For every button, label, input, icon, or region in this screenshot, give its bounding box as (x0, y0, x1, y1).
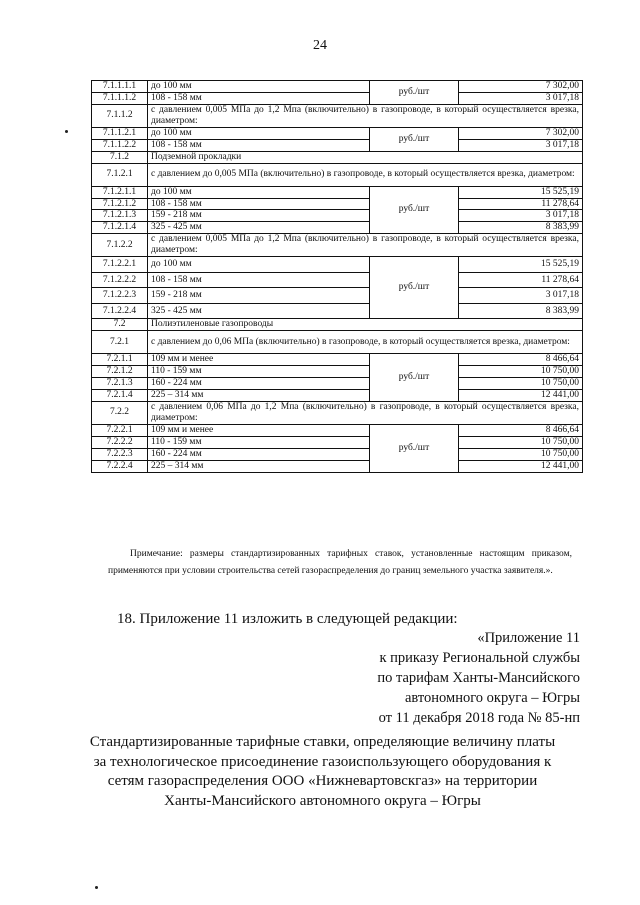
table-row (92, 303, 583, 319)
row-code: 7.2.1.2 (92, 366, 148, 378)
table-row (92, 234, 583, 257)
title-line: Стандартизированные тарифные ставки, определяющие величину платы (89, 734, 556, 750)
row-code: 7.2.1 (92, 331, 148, 354)
table-row (92, 319, 583, 331)
row-description: до 100 мм (148, 257, 370, 273)
document-title (70, 733, 575, 811)
row-code: 7.1.2.2.3 (92, 288, 148, 304)
table-row (92, 288, 583, 304)
row-unit: руб./шт (370, 424, 459, 472)
row-description: 108 - 158 мм (148, 139, 370, 151)
row-code: 7.1.2.1 (92, 163, 148, 186)
row-code: 7.2.2.2 (92, 436, 148, 448)
row-description: 110 - 159 мм (148, 366, 370, 378)
row-description: 160 - 224 мм (148, 448, 370, 460)
row-price: 10 750,00 (459, 436, 583, 448)
row-price: 10 750,00 (459, 378, 583, 390)
page-number: 24 (313, 38, 327, 53)
row-code: 7.1.1.1.2 (92, 92, 148, 104)
row-price: 12 441,00 (459, 460, 583, 472)
row-description: 108 - 158 мм (148, 272, 370, 288)
appendix-line: «Приложение 11 (477, 630, 580, 646)
row-description: Полиэтиленовые газопроводы (148, 319, 583, 331)
row-code: 7.1.2.1.2 (92, 198, 148, 210)
row-price: 10 750,00 (459, 448, 583, 460)
row-price: 10 750,00 (459, 366, 583, 378)
title-line: Ханты-Мансийского автономного округа – Югры (164, 792, 481, 809)
row-code: 7.2.1.1 (92, 354, 148, 366)
table-row (92, 331, 583, 354)
table-row (92, 139, 583, 151)
row-unit: руб./шт (370, 186, 459, 234)
tariff-table (91, 80, 583, 473)
row-code: 7.1.1.2 (92, 104, 148, 127)
table-row (92, 127, 583, 139)
row-description: 160 - 224 мм (148, 378, 370, 390)
row-description: с давлением 0,005 МПа до 1,2 Мпа (включительно) в газопроводе, в который осуществляется врезка, диаметром: (148, 234, 583, 257)
row-price: 3 017,18 (459, 139, 583, 151)
row-price: 7 302,00 (459, 81, 583, 93)
row-code: 7.2.2 (92, 401, 148, 424)
table-row (92, 222, 583, 234)
scan-speck (65, 130, 68, 133)
table-row (92, 389, 583, 401)
table-row (92, 186, 583, 198)
table-row (92, 448, 583, 460)
row-description: 325 - 425 мм (148, 303, 370, 319)
table-row (92, 460, 583, 472)
row-code: 7.1.2 (92, 151, 148, 163)
row-price: 15 525,19 (459, 186, 583, 198)
row-description: с давлением 0,005 МПа до 1,2 Мпа (включительно) в газопроводе, в который осуществляется врезка, диаметром: (148, 104, 583, 127)
row-price: 8 383,99 (459, 222, 583, 234)
row-description: 109 мм и менее (148, 354, 370, 366)
row-unit: руб./шт (370, 354, 459, 402)
table-note: Примечание: размеры стандартизированных тарифных ставок, установленные настоящим приказом, применяются при условии строительства сетей газораспределения до границ земельного участка заявителя.». (108, 549, 572, 576)
table-row (92, 436, 583, 448)
row-price: 3 017,18 (459, 288, 583, 304)
table-row (92, 354, 583, 366)
row-description: 108 - 158 мм (148, 198, 370, 210)
row-description: 109 мм и менее (148, 424, 370, 436)
appendix-line: по тарифам Ханты-Мансийского (377, 670, 580, 686)
row-code: 7.1.2.2 (92, 234, 148, 257)
row-description: 108 - 158 мм (148, 92, 370, 104)
table-row (92, 424, 583, 436)
table-row (92, 104, 583, 127)
row-code: 7.1.2.2.1 (92, 257, 148, 273)
row-price: 8 466,64 (459, 354, 583, 366)
table-row (92, 401, 583, 424)
amendment-instruction: 18. Приложение 11 изложить в следующей редакции: (117, 611, 458, 627)
row-description: до 100 мм (148, 127, 370, 139)
row-price: 15 525,19 (459, 257, 583, 273)
row-price: 3 017,18 (459, 210, 583, 222)
row-price: 12 441,00 (459, 389, 583, 401)
row-code: 7.2.1.4 (92, 389, 148, 401)
row-unit: руб./шт (370, 257, 459, 319)
row-description: с давлением до 0,005 МПа (включительно) в газопроводе, в который осуществляется врезка, диаметром: (148, 163, 583, 186)
row-code: 7.2.2.4 (92, 460, 148, 472)
row-description: 159 - 218 мм (148, 210, 370, 222)
row-code: 7.2.1.3 (92, 378, 148, 390)
appendix-line: автономного округа – Югры (404, 690, 580, 706)
appendix-line: от 11 декабря 2018 года № 85-нп (378, 710, 580, 726)
table-row (92, 257, 583, 273)
row-description: с давлением до 0,06 МПа (включительно) в газопроводе, в который осуществляется врезка, диаметром: (148, 331, 583, 354)
row-description: 225 – 314 мм (148, 460, 370, 472)
table-row (92, 210, 583, 222)
title-line: за технологическое присоединение газоиспользующего оборудования к (93, 753, 552, 770)
row-code: 7.1.1.1.1 (92, 81, 148, 93)
row-code: 7.1.2.2.4 (92, 303, 148, 319)
row-unit: руб./шт (370, 81, 459, 105)
table-row (92, 92, 583, 104)
row-code: 7.1.2.1.4 (92, 222, 148, 234)
scan-speck (95, 886, 98, 889)
row-description: до 100 мм (148, 81, 370, 93)
table-row (92, 366, 583, 378)
title-line: сетям газораспределения ООО «Нижневартовскгаз» на территории (107, 773, 538, 789)
row-description: до 100 мм (148, 186, 370, 198)
row-price: 3 017,18 (459, 92, 583, 104)
appendix-header (330, 628, 580, 728)
table-row (92, 151, 583, 163)
row-code: 7.1.2.2.2 (92, 272, 148, 288)
table-row (92, 378, 583, 390)
table-row (92, 198, 583, 210)
row-code: 7.1.1.2.2 (92, 139, 148, 151)
row-code: 7.2.2.1 (92, 424, 148, 436)
row-description: 110 - 159 мм (148, 436, 370, 448)
row-code: 7.1.2.1.1 (92, 186, 148, 198)
row-price: 8 383,99 (459, 303, 583, 319)
row-description: 225 – 314 мм (148, 389, 370, 401)
row-unit: руб./шт (370, 127, 459, 151)
row-price: 11 278,64 (459, 272, 583, 288)
row-price: 11 278,64 (459, 198, 583, 210)
row-code: 7.1.1.2.1 (92, 127, 148, 139)
row-price: 7 302,00 (459, 127, 583, 139)
appendix-line: к приказу Региональной службы (379, 650, 580, 666)
row-description: 325 - 425 мм (148, 222, 370, 234)
table-row (92, 163, 583, 186)
table-row (92, 81, 583, 93)
row-code: 7.1.2.1.3 (92, 210, 148, 222)
row-code: 7.2.2.3 (92, 448, 148, 460)
row-price: 8 466,64 (459, 424, 583, 436)
row-description: с давлением 0,06 МПа до 1,2 Мпа (включительно) в газопроводе, в который осуществляется врезка, диаметром: (148, 401, 583, 424)
row-description: Подземной прокладки (148, 151, 583, 163)
row-code: 7.2 (92, 319, 148, 331)
row-description: 159 - 218 мм (148, 288, 370, 304)
table-row (92, 272, 583, 288)
